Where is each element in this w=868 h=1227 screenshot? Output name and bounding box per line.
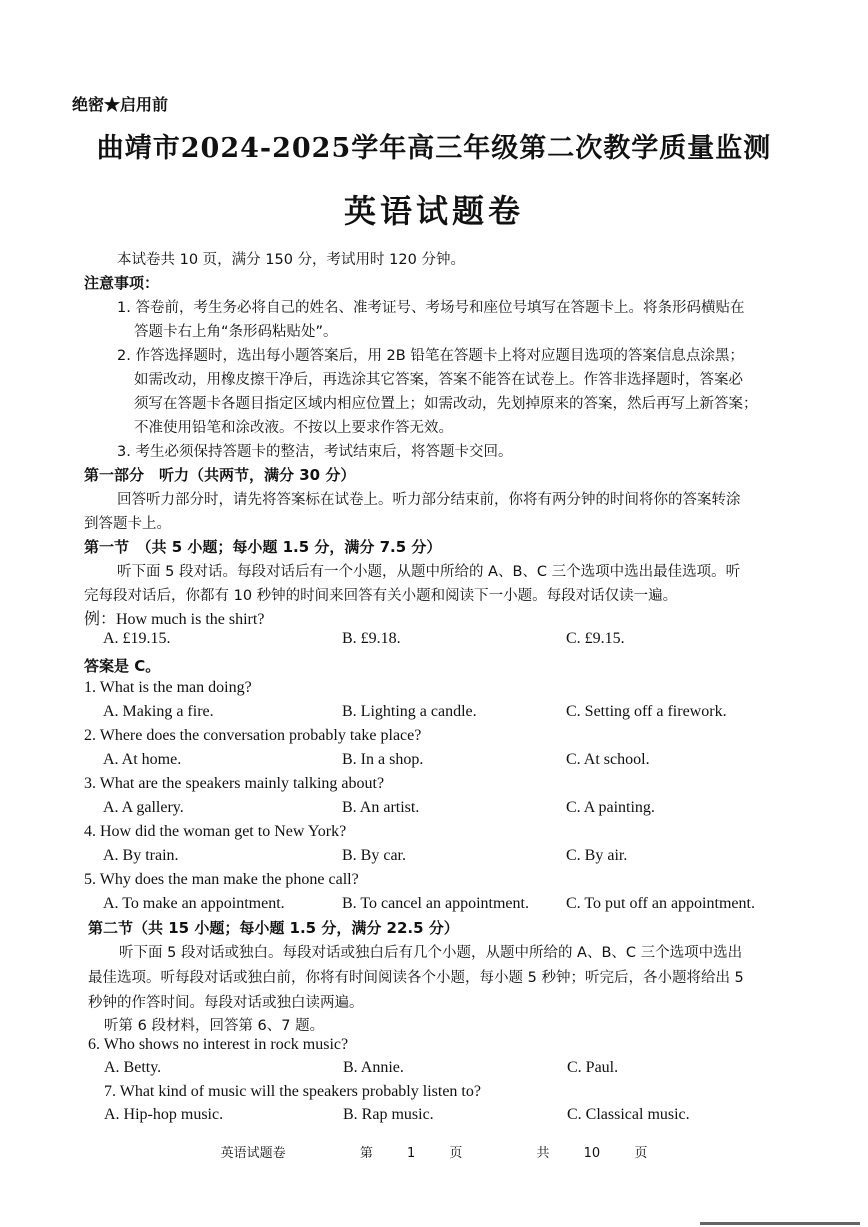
section2-heading: 第二节（共 15 小题；每小题 1.5 分，满分 22.5 分） <box>88 919 459 937</box>
section2-desc: 秒钟的作答时间。每段对话或独白读两遍。 <box>88 995 364 1011</box>
option-b: B. By car. <box>342 847 406 864</box>
section1-heading: 第一节 （共 5 小题；每小题 1.5 分，满分 7.5 分） <box>84 538 442 556</box>
question-text: 1. What is the man doing? <box>84 679 252 696</box>
note-line: 2. 作答选择题时，选出每小题答案后，用 2B 铅笔在答题卡上将对应题目选项的答案信息点涂黑； <box>117 348 744 364</box>
option-c: C. Paul. <box>567 1059 619 1076</box>
note-line: 答题卡右上角“条形码粘贴处”。 <box>134 324 338 340</box>
option-b: B. An artist. <box>342 799 420 816</box>
exam-summary: 本试卷共 10 页，满分 150 分，考试用时 120 分钟。 <box>117 252 465 268</box>
question-text: 2. Where does the conversation probably take place? <box>84 727 422 744</box>
exam-title: 曲靖市2024-2025学年高三年级第二次教学质量监测 <box>96 133 772 164</box>
option-a: A. A gallery. <box>103 799 184 816</box>
section2-desc: 听下面 5 段对话或独白。每段对话或独白后有几个小题，从题中所给的 A、B、C 三个选项中选出 <box>119 945 743 961</box>
question-text: 7. What kind of music will the speakers probably listen to? <box>104 1083 481 1100</box>
note-line: 如需改动，用橡皮擦干净后，再选涂其它答案，答案不能答在试卷上。作答非选择题时，答案必 <box>134 372 743 388</box>
option-b: B. Rap music. <box>343 1106 434 1123</box>
option-c: C. Setting off a firework. <box>566 703 727 720</box>
note-line: 1. 答卷前，考生务必将自己的姓名、准考证号、考场号和座位号填写在答题卡上。将条形码横贴在 <box>117 300 745 316</box>
option-c: C. At school. <box>566 751 650 768</box>
option-c: C. Classical music. <box>567 1106 690 1123</box>
material-6-label: 听第 6 段材料，回答第 6、7 题。 <box>104 1018 325 1034</box>
question-text: 5. Why does the man make the phone call? <box>84 871 359 888</box>
part1-heading: 第一部分 听力（共两节，满分 30 分） <box>84 466 356 484</box>
section2-desc: 最佳选项。听每段对话或独白前，你将有时间阅读各个小题，每小题 5 秒钟；听完后，各小题将给出 5 <box>88 970 744 986</box>
option-a: A. At home. <box>103 751 182 768</box>
example-option-b: B. £9.18. <box>342 630 401 647</box>
exam-subtitle: 英语试题卷 <box>343 192 524 230</box>
note-line: 须写在答题卡各题目指定区域内相应位置上；如需改动，先划掉原来的答案，然后再写上新答案； <box>134 396 758 412</box>
footer-exam-name: 英语试题卷 <box>220 1146 286 1161</box>
question-text: 4. How did the woman get to New York? <box>84 823 347 840</box>
question-text: 6. Who shows no interest in rock music? <box>88 1036 349 1053</box>
footer-page-number: 第 1 页 <box>359 1146 463 1161</box>
example-question: 例：How much is the shirt? <box>84 611 265 628</box>
note-line: 不准使用铅笔和涂改液。不按以上要求作答无效。 <box>134 420 453 436</box>
option-a: A. By train. <box>103 847 179 864</box>
secret-label: 绝密★启用前 <box>72 95 169 114</box>
example-answer: 答案是 C。 <box>84 657 161 675</box>
option-a: A. To make an appointment. <box>103 895 285 912</box>
scan-edge-mark <box>700 1222 860 1225</box>
option-c: C. By air. <box>566 847 628 864</box>
option-b: B. Lighting a candle. <box>342 703 477 720</box>
option-c: C. A painting. <box>566 799 655 816</box>
option-a: A. Making a fire. <box>103 703 214 720</box>
section1-desc: 听下面 5 段对话。每段对话后有一个小题，从题中所给的 A、B、C 三个选项中选出最佳选项。听 <box>117 564 741 580</box>
page-footer <box>0 1142 868 1161</box>
question-text: 3. What are the speakers mainly talking about? <box>84 775 385 792</box>
option-b: B. Annie. <box>343 1059 404 1076</box>
example-option-c: C. £9.15. <box>566 630 625 647</box>
option-b: B. To cancel an appointment. <box>342 895 529 912</box>
part1-desc: 回答听力部分时，请先将答案标在试卷上。听力部分结束前，你将有两分钟的时间将你的答案转涂 <box>117 492 741 508</box>
option-b: B. In a shop. <box>342 751 424 768</box>
option-c: C. To put off an appointment. <box>566 895 755 912</box>
part1-desc: 到答题卡上。 <box>84 516 171 532</box>
footer-total-pages: 共 10 页 <box>536 1146 648 1161</box>
notes-heading: 注意事项： <box>84 274 160 292</box>
note-line: 3. 考生必须保持答题卡的整洁，考试结束后，将答题卡交回。 <box>117 444 513 460</box>
option-a: A. Betty. <box>104 1059 162 1076</box>
section1-desc: 完每段对话后，你都有 10 秒钟的时间来回答有关小题和阅读下一小题。每段对话仅读一遍。 <box>84 588 678 604</box>
option-a: A. Hip-hop music. <box>104 1106 224 1123</box>
example-option-a: A. £19.15. <box>103 630 171 647</box>
